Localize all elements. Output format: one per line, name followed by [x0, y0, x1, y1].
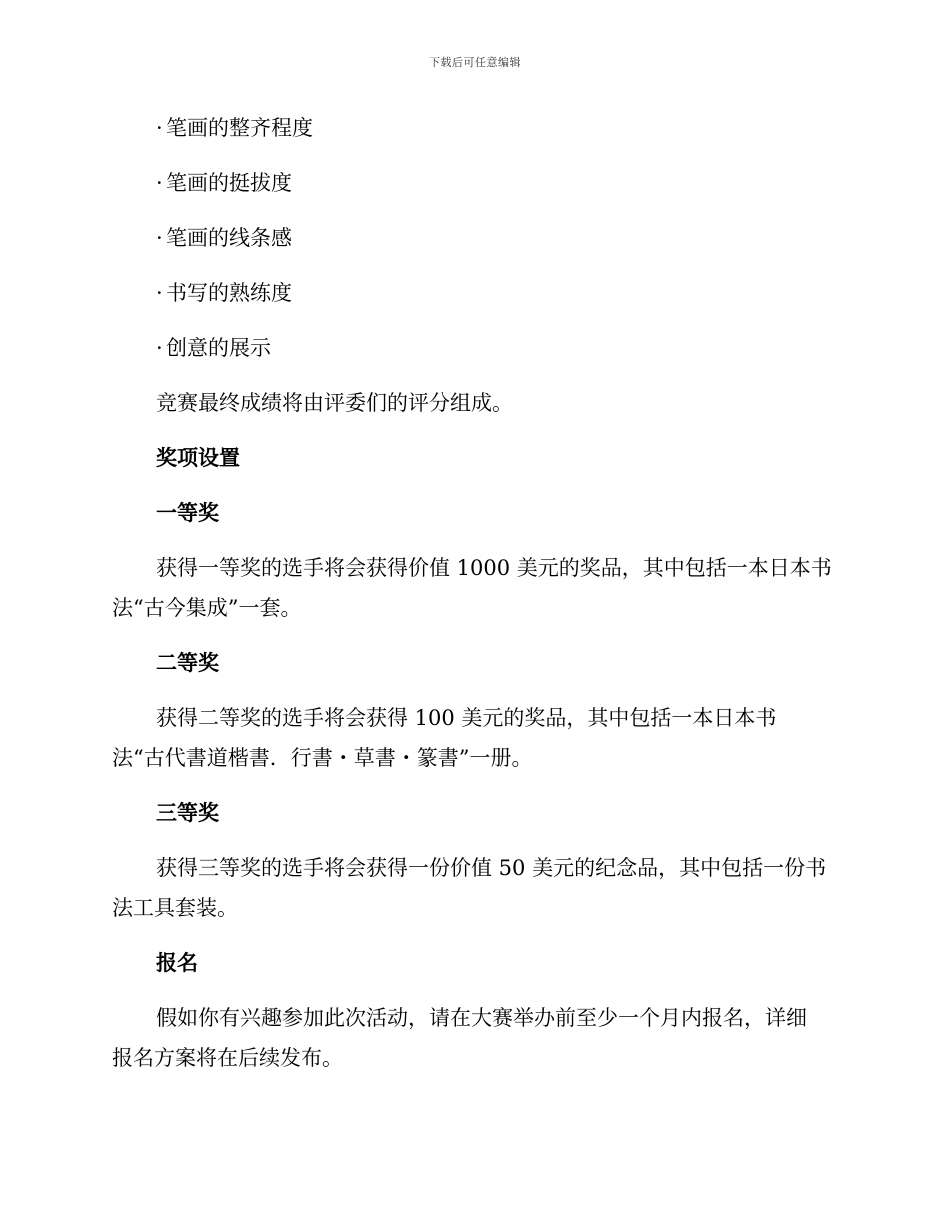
criteria-item: [112, 108, 838, 148]
bullet-dot: ·: [156, 226, 163, 250]
document-body: [112, 108, 838, 1093]
third-prize-line: 法工具套装。: [112, 896, 238, 920]
first-prize-line: 获得一等奖的选手将会获得价值 1000 美元的奖品，其中包括一本日本书: [156, 556, 832, 580]
bullet-dot: ·: [156, 116, 163, 140]
third-prize-description: [112, 848, 838, 928]
criteria-item-text: 创意的展示: [166, 336, 271, 360]
first-prize-line: 法“古今集成”一套。: [112, 596, 302, 620]
page-header: 下载后可任意编辑: [429, 56, 521, 69]
bullet-dot: ·: [156, 171, 163, 195]
second-prize-title: 二等奖: [156, 650, 219, 675]
criteria-item-text: 笔画的挺拔度: [166, 171, 292, 195]
bullet-dot: ·: [156, 281, 163, 305]
bullet-dot: ·: [156, 336, 163, 360]
second-prize-description: [112, 698, 838, 778]
registration-line: 假如你有兴趣参加此次活动，请在大赛举办前至少一个月内报名，详细: [156, 1006, 807, 1030]
criteria-item-text: 笔画的线条感: [166, 226, 292, 250]
third-prize-title: 三等奖: [156, 800, 219, 825]
first-prize-title: 一等奖: [156, 500, 219, 525]
criteria-item-text: 书写的熟练度: [166, 281, 292, 305]
registration-description: [112, 998, 838, 1078]
criteria-item: [112, 273, 838, 313]
second-prize-line: 法“古代書道楷書．行書・草書・篆書”一册。: [112, 746, 533, 770]
registration-line: 报名方案将在后续发布。: [112, 1046, 343, 1070]
score-summary: 竞赛最终成绩将由评委们的评分组成。: [156, 391, 513, 415]
awards-section-title: 奖项设置: [156, 445, 240, 470]
criteria-item: [112, 328, 838, 368]
second-prize-line: 获得二等奖的选手将会获得 100 美元的奖品，其中包括一本日本书: [156, 706, 777, 730]
criteria-item: [112, 163, 838, 203]
third-prize-line: 获得三等奖的选手将会获得一份价值 50 美元的纪念品，其中包括一份书: [156, 856, 827, 880]
criteria-item-text: 笔画的整齐程度: [166, 116, 313, 140]
first-prize-description: [112, 548, 838, 628]
registration-title: 报名: [156, 950, 198, 975]
criteria-item: [112, 218, 838, 258]
